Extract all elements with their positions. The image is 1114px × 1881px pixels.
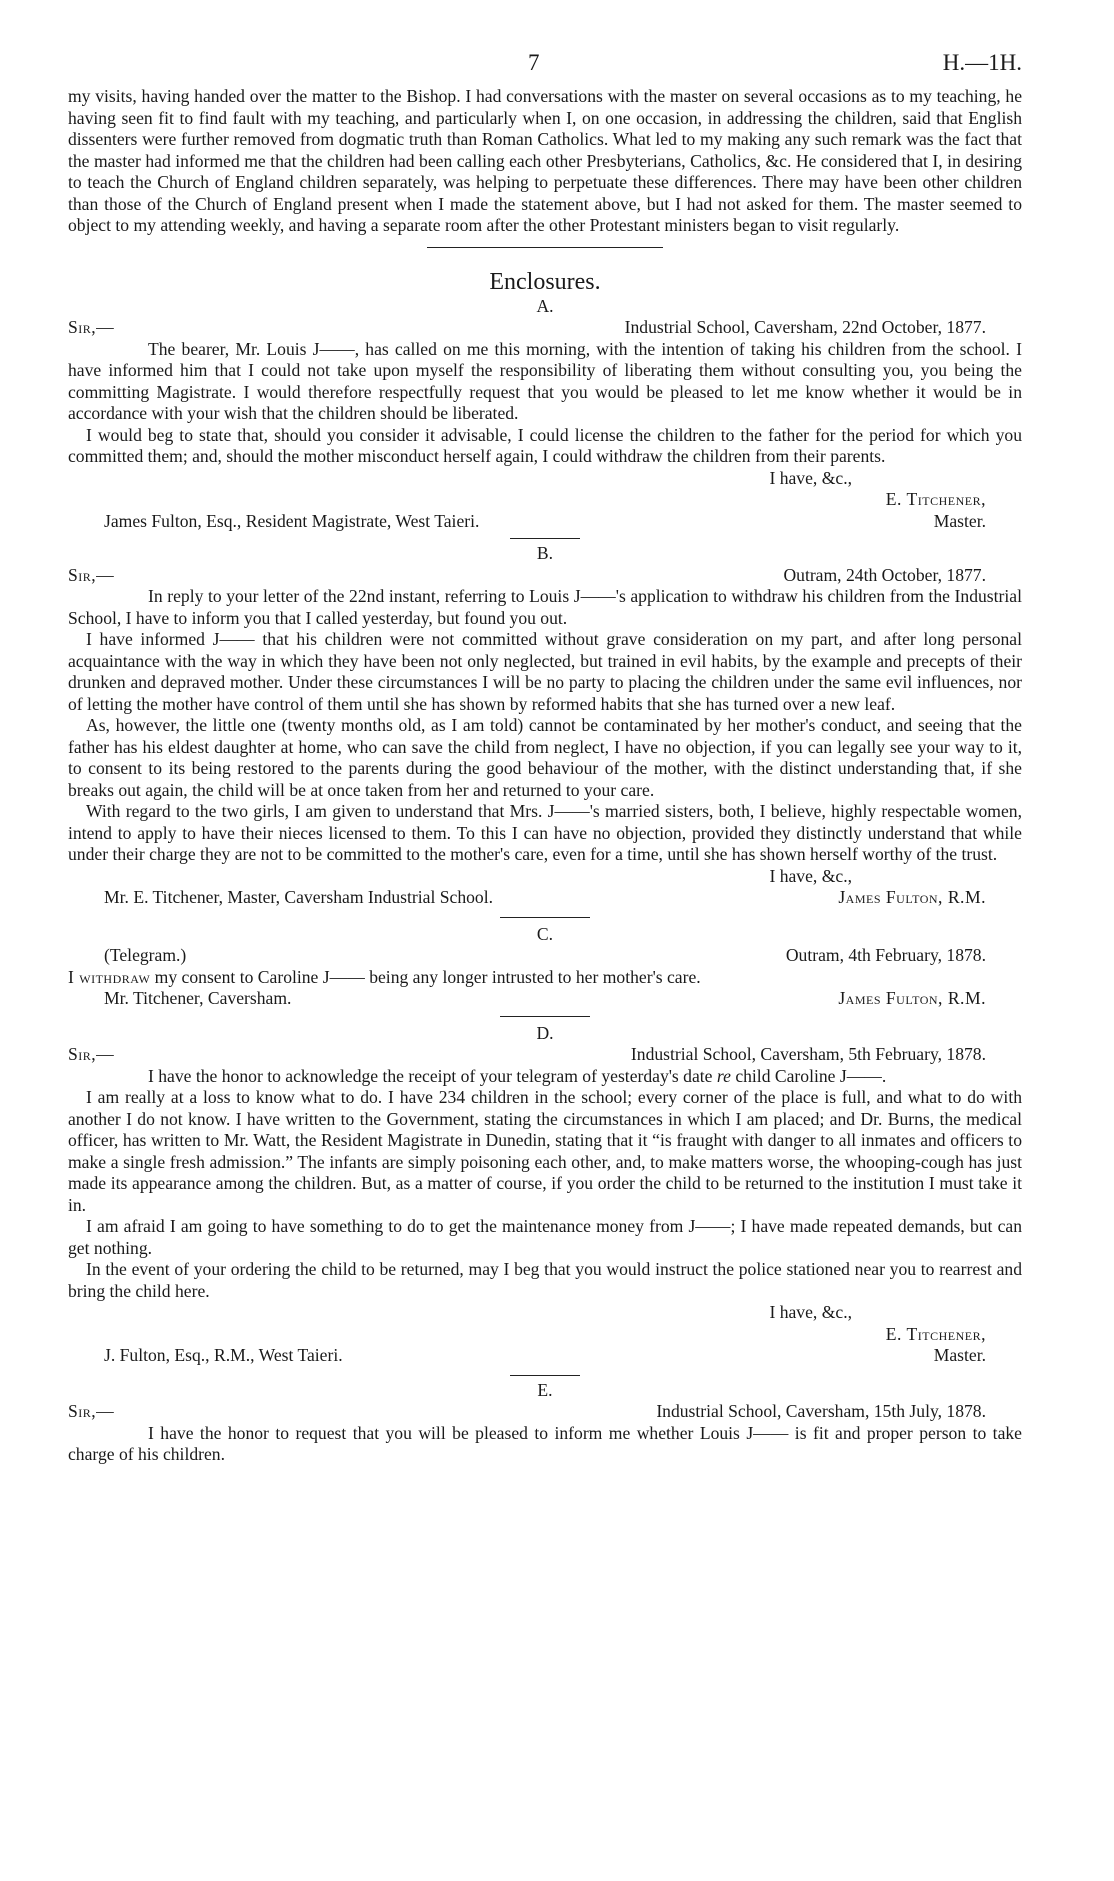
signer: E. Titchener,: [885, 489, 986, 509]
letter-label: C.: [536, 923, 554, 944]
recipient-row: [68, 988, 1022, 1010]
letter-heading: [68, 565, 1022, 587]
telegram-lead: I withdraw: [68, 966, 151, 987]
paragraph: In the event of your ordering the child to be returned, may I beg that you would instruct the police stationed near you to rearrest and bring the child here.: [68, 1259, 1022, 1301]
page-header: [68, 52, 1022, 86]
telegram-tag: (Telegram.): [104, 945, 187, 965]
letter-e: [68, 1380, 1022, 1466]
paragraph: I am really at a loss to know what to do. I have 234 children in the school; every corner of the place is full, and what to do with another I do not know. I have written to the Government, stating the circumstances in which I am placed; and Dr. Burns, the medical officer, has written to Mr. Watt, the Resident Magistrate in Dunedin, stating that it “is fraught with danger to all inmates and officers to make a single fresh admission.” The infants are simply poisoning each other, and, to make matters worse, the whooping-cough has just made its appearance among the children. But, as a matter of course, if you order the child to be returned to the institution I must take it in.: [68, 1087, 1022, 1215]
letter-c: [68, 924, 1022, 1010]
paragraph-text: child Caroline J——.: [735, 1065, 887, 1086]
letter-heading: [68, 945, 1022, 967]
series-code: H.—1H.: [942, 50, 1022, 75]
recipient-row: [68, 511, 1022, 533]
letter-divider: [510, 538, 580, 539]
enclosures-title: Enclosures.: [489, 268, 601, 295]
salutation: Sir,—: [68, 1401, 115, 1421]
recipient: Mr. Titchener, Caversham.: [104, 988, 292, 1008]
salutation: Sir,—: [68, 564, 115, 585]
paragraph: I have the honor to request that you will be pleased to inform me whether Louis J—— is fit and proper person to take charge of his children.: [68, 1422, 1022, 1464]
letter-a: [68, 296, 1022, 533]
place-date: Industrial School, Caversham, 15th July, 1878.: [656, 1401, 986, 1421]
letter-label: A.: [536, 295, 554, 316]
page-number: 7: [528, 50, 540, 75]
closing-row: [68, 866, 1022, 888]
telegram-body: [68, 967, 1022, 989]
paragraph: I have informed J—— that his children were not committed without grave consideration on my part, and after long personal acquaintance with the way in which they have been not only neglected, but trained in evil habits, by the example and precepts of their drunken and depraved mother. Under these circumstances I will be no party to placing the children under the same evil influences, nor of letting the mother have control of them until she has shown by reformed habits that she has turned over a new leaf.: [68, 629, 1022, 714]
letter-label: E.: [537, 1379, 553, 1400]
salutation: Sir,—: [68, 1044, 115, 1064]
place-date: Industrial School, Caversham, 5th February, 1878.: [630, 1044, 986, 1064]
place-date: Industrial School, Caversham, 22nd October, 1877.: [624, 317, 986, 337]
signer-title: Master.: [933, 1345, 986, 1365]
closing-row: [68, 1302, 1022, 1324]
letter-label: D.: [536, 1022, 554, 1043]
signer: E. Titchener,: [885, 1323, 986, 1344]
recipient: Mr. E. Titchener, Master, Caversham Industrial School.: [104, 887, 494, 907]
closing: I have, &c.,: [769, 467, 852, 488]
letter-divider: [500, 1016, 590, 1017]
paragraph-text: I have the honor to acknowledge the receipt of your telegram of yesterday's date: [148, 1065, 713, 1086]
recipient: James Fulton, Esq., Resident Magistrate, West Taieri.: [104, 510, 480, 531]
letter-d: [68, 1023, 1022, 1367]
signer: James Fulton, R.M.: [838, 988, 986, 1008]
letter-heading: [68, 1044, 1022, 1066]
closing: I have, &c.,: [769, 865, 852, 886]
recipient: J. Fulton, Esq., R.M., West Taieri.: [104, 1345, 343, 1365]
signer: James Fulton, R.M.: [838, 887, 986, 907]
closing-row: [68, 468, 1022, 490]
paragraph: The bearer, Mr. Louis J——, has called on me this morning, with the intention of taking his children from the school. I have informed him that I could not take upon myself the responsibility of liberating them without consulting you, you being the committing Magistrate. I would therefore respectfully request that you would be pleased to let me know whether it would be in accordance with your wish that the children should be liberated.: [68, 338, 1022, 423]
paragraph-italic: re: [716, 1065, 731, 1086]
paragraph: With regard to the two girls, I am given to understand that Mrs. J——'s married sisters, both, I believe, highly respectable women, intend to apply to have their nieces licensed to them. To this I can have no objection, provided they distinctly understand that while under their charge they are not to be committed to the mother's care, even for a time, until she has shown herself worthy of the trust.: [68, 801, 1022, 864]
recipient-row: [68, 1345, 1022, 1367]
paragraph: I would beg to state that, should you consider it advisable, I could license the children to the father for the period for which you committed them; and, should the mother misconduct herself again, I could withdraw the children from their parents.: [68, 424, 1022, 466]
signer-title: Master.: [933, 510, 986, 531]
paragraph: As, however, the little one (twenty months old, as I am told) cannot be contaminated by her mother's conduct, and seeing that the father has his eldest daughter at home, who can save the child from neglect, I have no objection, if you can legally see your way to it, to consent to its being restored to the parents during the good behaviour of the mother, with the distinct understanding that, if she breaks out again, the child will be at once taken from her and returned to your care.: [68, 715, 1022, 800]
section-divider: [427, 247, 663, 248]
telegram-text: my consent to Caroline J—— being any longer intrusted to her mother's care.: [150, 966, 701, 987]
place-date: Outram, 4th February, 1878.: [785, 945, 986, 965]
document-page: [68, 52, 1022, 1466]
paragraph: I am afraid I am going to have something to do to get the maintenance money from J——; I have made repeated demands, but can get nothing.: [68, 1216, 1022, 1258]
letter-b: [68, 543, 1022, 909]
letter-heading: [68, 317, 1022, 339]
closing: I have, &c.,: [769, 1302, 852, 1322]
paragraph: [68, 1066, 1022, 1088]
recipient-row: [68, 887, 1022, 909]
paragraph: In reply to your letter of the 22nd instant, referring to Louis J——'s application to withdraw his children from the Industrial School, I have to inform you that I called yesterday, but found you out.: [68, 586, 1022, 628]
letter-heading: [68, 1401, 1022, 1423]
salutation: Sir,—: [68, 317, 115, 337]
letter-divider: [510, 1375, 580, 1376]
letter-divider: [500, 917, 590, 918]
letter-label: B.: [536, 543, 554, 563]
intro-paragraph: my visits, having handed over the matter to the Bishop. I had conversations with the master on several occasions as to my teaching, he having seen fit to find fault with my teaching, and particularly when I, on one occasion, in addressing the children, said that English dissenters were further removed from dogmatic truth than Roman Catholics. What led to my making any such remark was the fact that the master had informed me that the children had been calling each other Presbyterians, Catholics, &c. He considered that I, in desiring to teach the Church of England children separately, was helping to perpetuate these differences. There may have been other children than those of the Church of England present when I made the statement above, but I had not asked for them. The master seemed to object to my attending weekly, and having a separate room after the other Protestant ministers began to visit regularly.: [68, 86, 1022, 235]
place-date: Outram, 24th October, 1877.: [783, 564, 986, 585]
